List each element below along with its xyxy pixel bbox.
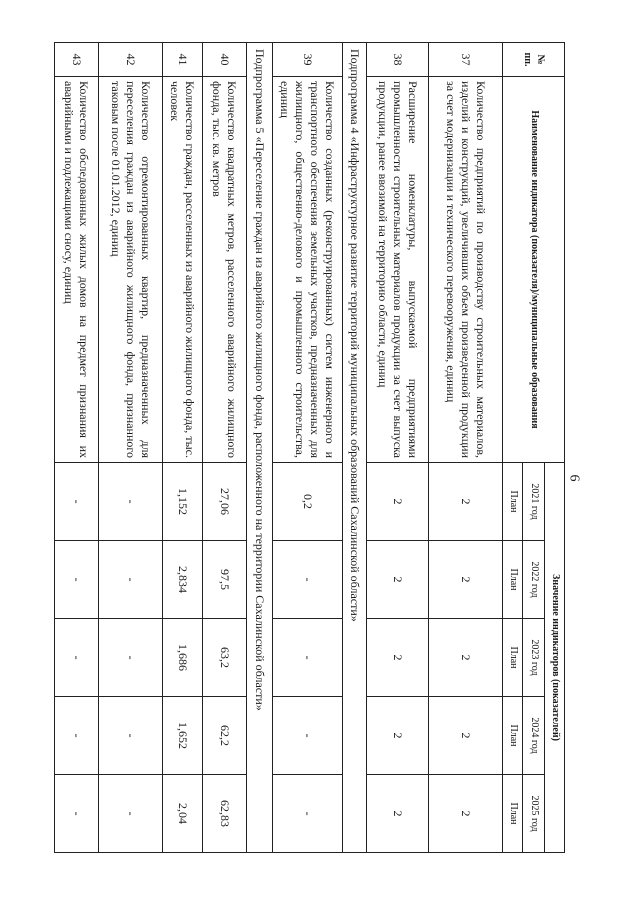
row-name: Расширение номенклатуры, выпускаемой предприятиями промышленности строительных материалов продукции за счет выпуска продукции, ранее ввозимой на территорию области, единиц <box>367 77 429 463</box>
page-number: 6 <box>566 474 582 482</box>
row-num: 38 <box>367 43 429 77</box>
row-value: 2 <box>429 619 503 697</box>
row-value: 2,834 <box>163 541 203 619</box>
row-value: 2 <box>367 463 429 541</box>
row-value: 62,83 <box>203 775 247 853</box>
row-value: 2 <box>429 697 503 775</box>
header-plan: План <box>503 541 523 619</box>
table-row <box>99 43 163 853</box>
row-value: 1,152 <box>163 463 203 541</box>
row-value: 62,2 <box>203 697 247 775</box>
row-value: - <box>99 697 163 775</box>
row-value: 2 <box>367 775 429 853</box>
row-value: 97,5 <box>203 541 247 619</box>
table-row <box>273 43 343 853</box>
indicators-table <box>54 42 565 853</box>
row-value: 27,06 <box>203 463 247 541</box>
header-values-group: Значение индикаторов (показателей) <box>545 463 565 853</box>
row-num: 39 <box>273 43 343 77</box>
row-value: - <box>273 619 343 697</box>
row-value: 1,652 <box>163 697 203 775</box>
row-num: 41 <box>163 43 203 77</box>
header-year: 2021 год <box>523 463 545 541</box>
header-plan: План <box>503 619 523 697</box>
table-row <box>55 43 99 853</box>
row-value: 2 <box>367 541 429 619</box>
row-value: 2 <box>429 463 503 541</box>
table-row <box>429 43 503 853</box>
header-year: 2025 год <box>523 775 545 853</box>
program-title: Подпрограмма 4 «Инфраструктурное развитие территорий муниципальных образований Сахалинской области» <box>343 43 367 853</box>
row-value: 0,2 <box>273 463 343 541</box>
row-num: 40 <box>203 43 247 77</box>
row-num: 37 <box>429 43 503 77</box>
header-num: № пп. <box>503 43 565 77</box>
table-row <box>163 43 203 853</box>
row-name: Количество созданных (реконструированных) систем инженерного и транспортного обеспечения земельных участков, предназначенных для жилищного, общественно-делового и промышленного строительства, единиц <box>273 77 343 463</box>
row-value: - <box>273 775 343 853</box>
header-plan: План <box>503 463 523 541</box>
header-plan: План <box>503 697 523 775</box>
table-row <box>203 43 247 853</box>
row-value: - <box>273 541 343 619</box>
row-num: 42 <box>99 43 163 77</box>
row-num: 43 <box>55 43 99 77</box>
header-name: Наименование индикатора (показателя)/муниципальные образования <box>503 77 565 463</box>
row-value: 1,686 <box>163 619 203 697</box>
row-value: 2 <box>367 697 429 775</box>
row-value: - <box>55 775 99 853</box>
row-value: - <box>55 463 99 541</box>
row-value: 2 <box>367 619 429 697</box>
row-value: - <box>99 619 163 697</box>
row-name: Количество граждан, расселенных из аварийного жилищного фонда, тыс. человек <box>163 77 203 463</box>
header-plan: План <box>503 775 523 853</box>
row-value: - <box>55 619 99 697</box>
row-name: Количество предприятий по производству строительных материалов, изделий и конструкций, увеличивших объем произведенной продукции за счет модернизации и технического перевооружения, единиц <box>429 77 503 463</box>
row-name: Количество обследованных жилых домов на предмет признания их аварийными и подлежащими сносу, единиц <box>55 77 99 463</box>
row-value: - <box>99 541 163 619</box>
row-value: 63,2 <box>203 619 247 697</box>
row-value: - <box>55 697 99 775</box>
header-year: 2024 год <box>523 697 545 775</box>
row-name: Количество отремонтированных квартир, предназначенных для переселения граждан из аварийного жилищного фонда, признанного таковым после 01.01.2012, единиц <box>99 77 163 463</box>
row-value: - <box>99 463 163 541</box>
row-name: Количество квадратных метров, расселенного аварийного жилищного фонда, тыс. кв. метров <box>203 77 247 463</box>
rotated-document <box>17 42 565 852</box>
row-value: 2,04 <box>163 775 203 853</box>
row-value: - <box>273 697 343 775</box>
program-row <box>343 43 367 853</box>
program-row <box>247 43 273 853</box>
row-value: - <box>99 775 163 853</box>
row-value: 2 <box>429 541 503 619</box>
header-year: 2022 год <box>523 541 545 619</box>
header-year: 2023 год <box>523 619 545 697</box>
row-value: - <box>55 541 99 619</box>
table-row <box>367 43 429 853</box>
program-title: Подпрограмма 5 «Переселение граждан из аварийного жилищного фонда, расположенного на территории Сахалинской области» <box>247 43 273 853</box>
row-value: 2 <box>429 775 503 853</box>
